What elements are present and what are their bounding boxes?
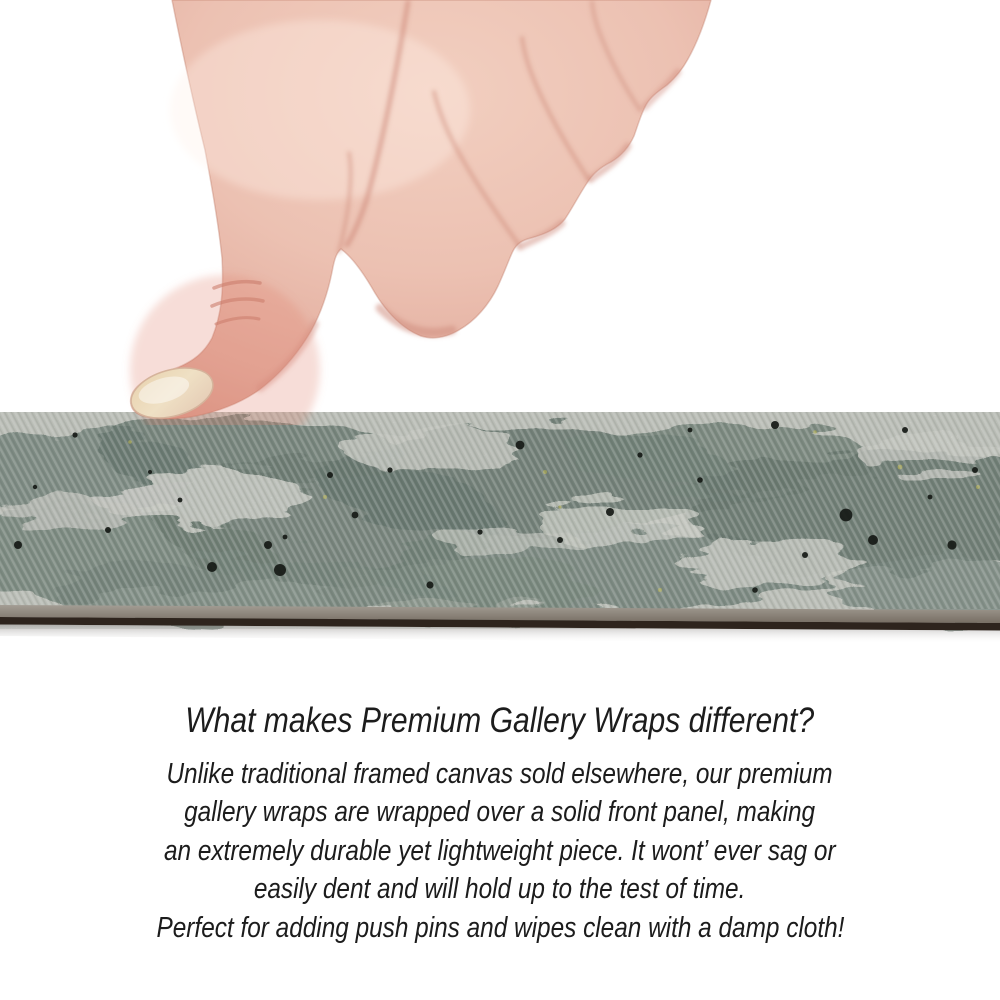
info-heading: What makes Premium Gallery Wraps different? bbox=[185, 701, 815, 740]
hand-photo bbox=[0, 0, 760, 425]
info-line-5: Perfect for adding push pins and wipes clean with a damp cloth! bbox=[156, 911, 844, 944]
info-line-3: an extremely durable yet lightweight piece. It wont’ ever sag or bbox=[164, 834, 836, 867]
info-line-4: easily dent and will hold up to the test of time. bbox=[254, 873, 746, 906]
info-text-block bbox=[0, 700, 1000, 947]
canvas-edge-photo bbox=[0, 412, 1000, 646]
info-line-1: Unlike traditional framed canvas sold elsewhere, our premium bbox=[166, 758, 834, 790]
info-line-2: gallery wraps are wrapped over a solid front panel, making bbox=[184, 796, 816, 829]
